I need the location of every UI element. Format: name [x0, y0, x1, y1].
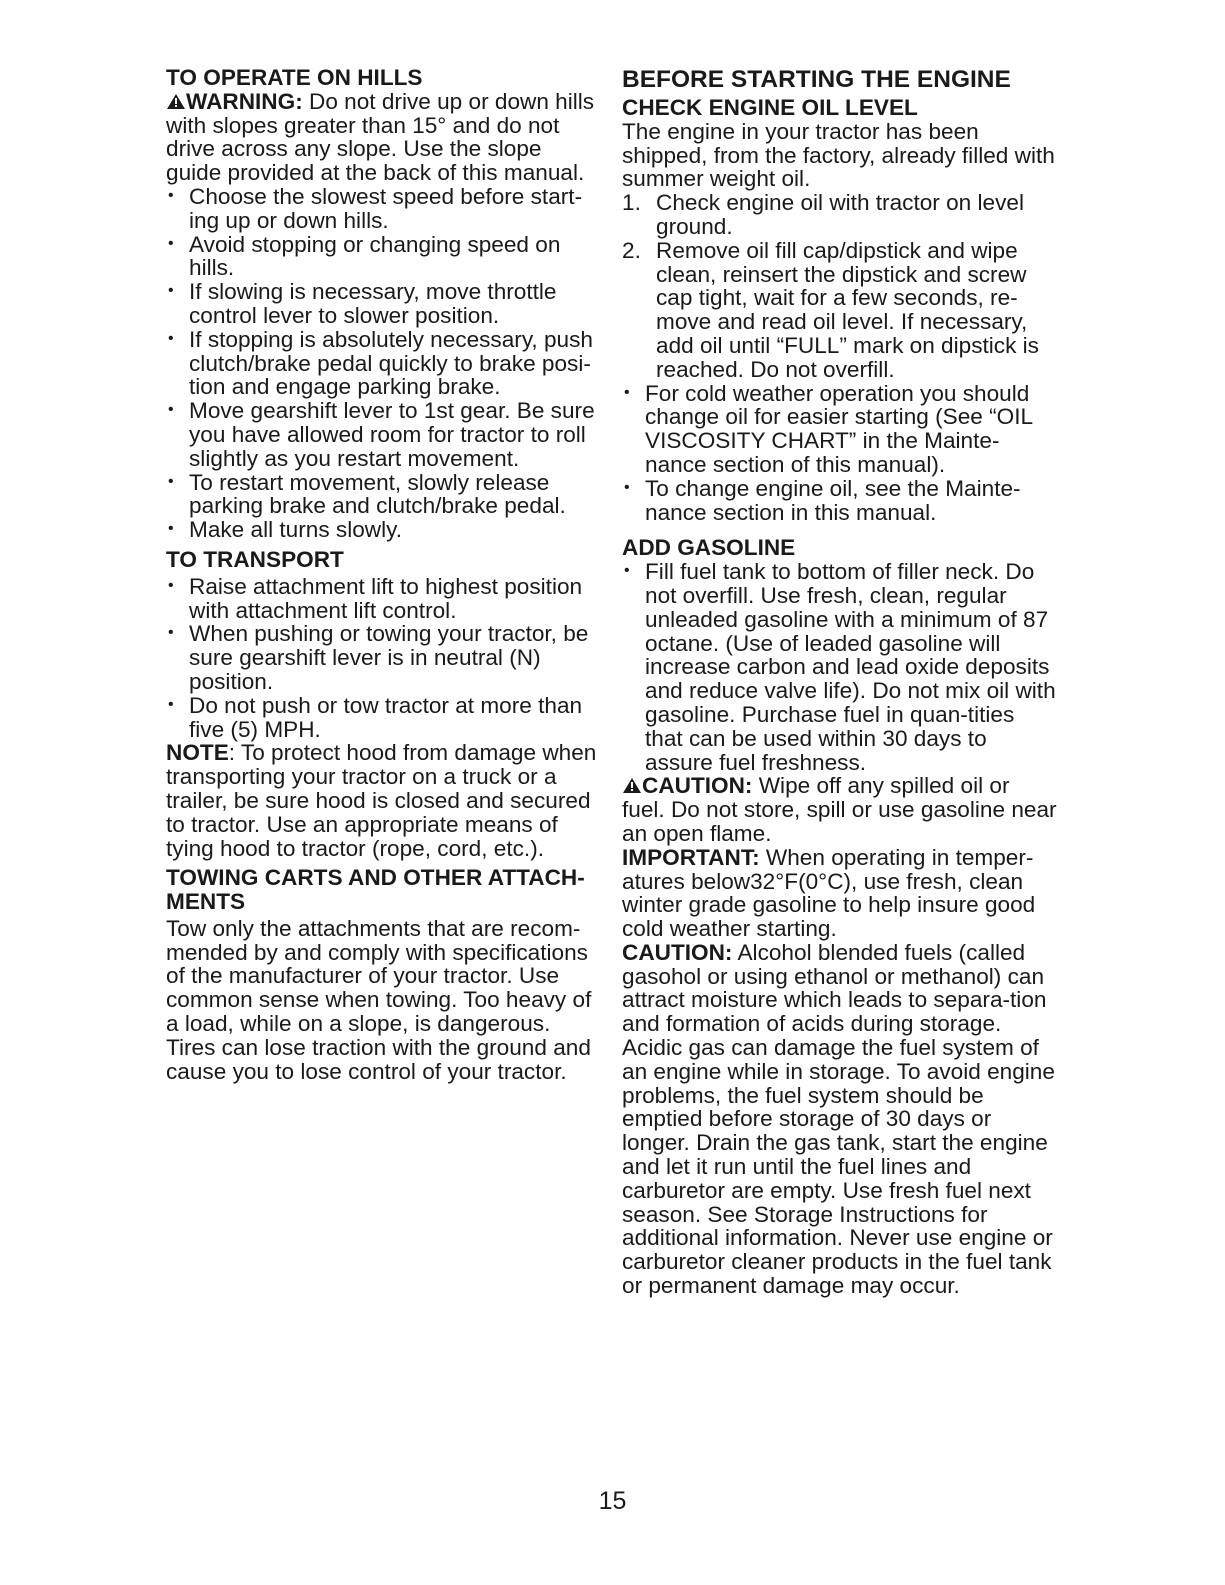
caution-text: Wipe off any spilled oil or fuel. Do not store, spill or use gasoline near an open flame. [622, 773, 1057, 846]
note-text: : To protect hood from damage when transporting your tractor on a truck or a trailer, be sure hood is closed and secured to tractor. Use an appropriate means of tying hood to tractor (rope, cord, etc.). [166, 740, 597, 861]
left-column [166, 66, 598, 1083]
hills-bullet-list [166, 185, 598, 542]
transport-heading: TO TRANSPORT [166, 546, 344, 572]
warning-triangle-icon [622, 777, 642, 794]
warning-triangle-icon [166, 93, 186, 110]
oil-bullet-list [622, 382, 1058, 525]
step-text: Remove oil fill cap/dipstick and wipe clean, reinsert the dipstick and screw cap tight, wait for a few seconds, re-move and read oil level. If necessary, add oil until “FULL” mark on dipstick is reached. Do not overfill. [656, 237, 1039, 382]
before-starting-heading: BEFORE STARTING THE ENGINE [622, 66, 1011, 93]
list-item: • To restart movement, slowly release parking brake and clutch/brake pedal. [166, 471, 598, 519]
caution-text: Alcohol blended fuels (called gasohol or using ethanol or methanol) can attract moisture which leads to separa-tion and formation of acids during storage. Acidic gas can damage the fuel system of an engine while in storage. To avoid engine problems, the fuel system should be emptied before storage of 30 days or longer. Drain the gas tank, start the engine and let it run until the fuel lines and carburetor are empty. Use fresh fuel next season. See Storage Instructions for additional information. Never use engine or carburetor cleaner products in the fuel tank or permanent damage may occur. [622, 939, 1055, 1299]
list-item: • If slowing is necessary, move throttle control lever to slower position. [166, 280, 598, 328]
oil-steps-list [622, 191, 1058, 381]
important-note [622, 846, 1058, 941]
warning-label: WARNING: [186, 88, 303, 114]
hills-warning [166, 90, 598, 185]
transport-bullet-list [166, 575, 598, 742]
important-label: IMPORTANT: [622, 844, 760, 870]
hills-heading: TO OPERATE ON HILLS [166, 65, 423, 90]
list-item: • Raise attachment lift to highest position with attachment lift control. [166, 575, 598, 623]
list-item: • Choose the slowest speed before start-ing up or down hills. [166, 185, 598, 233]
step-number: 2. [622, 237, 641, 263]
step-text: Check engine oil with tractor on level ground. [656, 190, 1024, 239]
list-item: • To change engine oil, see the Mainte-nance section in this manual. [622, 477, 1058, 525]
list-item: • Avoid stopping or changing speed on hills. [166, 233, 598, 281]
gas-heading: ADD GASOLINE [622, 535, 796, 561]
gas-bullet-list [622, 560, 1058, 774]
important-text: When operating in temper-atures below32°F(0°C), use fresh, clean winter grade gasoline to help insure good cold weather starting. [622, 844, 1036, 942]
list-item: • Do not push or tow tractor at more than five (5) MPH. [166, 694, 598, 742]
caution-label: CAUTION: [642, 773, 753, 799]
list-item: • Move gearshift lever to 1st gear. Be sure you have allowed room for tractor to roll slightly as you restart movement. [166, 399, 598, 470]
oil-heading: CHECK ENGINE OIL LEVEL [622, 95, 918, 120]
list-item: • If stopping is absolutely necessary, push clutch/brake pedal quickly to brake posi-tion and engage parking brake. [166, 328, 598, 399]
list-item: • When pushing or towing your tractor, be sure gearshift lever is in neutral (N) position. [166, 622, 598, 693]
list-item [622, 191, 1058, 239]
step-number: 1. [622, 190, 641, 216]
transport-note [166, 741, 598, 860]
oil-intro: The engine in your tractor has been shipped, from the factory, already filled with summer weight oil. [622, 118, 1055, 192]
caution-alcohol [622, 941, 1058, 1298]
note-label: NOTE [166, 740, 229, 766]
warning-text: Do not drive up or down hills with slopes greater than 15° and do not drive across any slope. Use the slope guide provided at the back of this manual. [166, 88, 595, 186]
list-item: • For cold weather operation you should change oil for easier starting (See “OIL VISCOSITY CHART” in the Mainte-nance section of this manual). [622, 382, 1058, 477]
towing-paragraph: Tow only the attachments that are recom-mended by and comply with specifications of the manufacturer of your tractor. Use common sense when towing. Too heavy of a load, while on a slope, is dangerous. Tires can lose traction with the ground and cause you to lose control of your tractor. [166, 915, 592, 1084]
list-item: • Fill fuel tank to bottom of filler neck. Do not overfill. Use fresh, clean, regular unleaded gasoline with a minimum of 87 octane. (Use of leaded gasoline will increase carbon and lead oxide deposits and reduce valve life). Do not mix oil with gasoline. Purchase fuel in quan-tities that can be used within 30 days to assure fuel freshness. [622, 560, 1058, 774]
list-item [622, 239, 1058, 382]
list-item: • Make all turns slowly. [166, 518, 598, 542]
caution-spill [622, 774, 1058, 845]
page-number: 15 [598, 1487, 627, 1515]
towing-heading: TOWING CARTS AND OTHER ATTACH-MENTS [166, 865, 585, 915]
caution-label: CAUTION: [622, 939, 733, 965]
right-column [622, 66, 1058, 1298]
